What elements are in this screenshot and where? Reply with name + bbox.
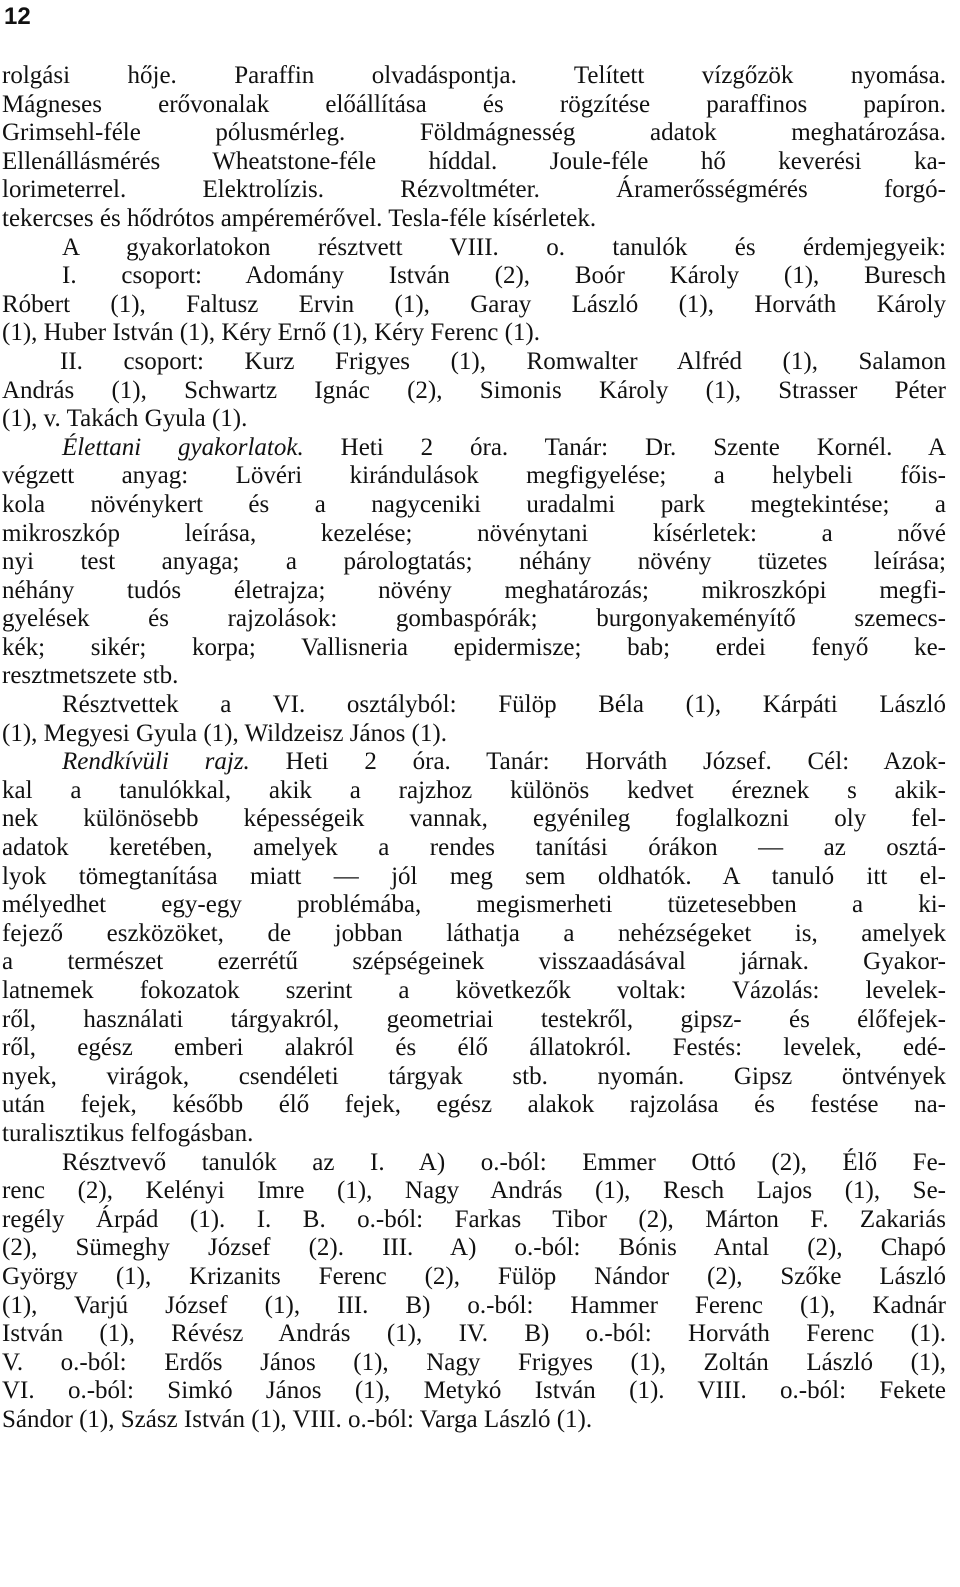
line-text: nyi test anyaga; a párologtatás; néhány növény tüzetes leírása; xyxy=(2,548,946,576)
line-text: kék; sikér; korpa; Vallisneria epidermisze; bab; erdei fenyő ke- xyxy=(2,633,946,661)
line-text: Résztvevő tanulók az I. A) o.-ból: Emmer Ottó (2), Élő Fe- xyxy=(62,1148,946,1176)
line-text: (2), Sümeghy József (2). III. A) o.-ból: Bónis Antal (2), Chapó xyxy=(2,1234,946,1262)
line-text: resztmetszete stb. xyxy=(2,662,179,690)
text-line xyxy=(2,948,946,977)
text-line xyxy=(2,834,946,863)
line-text: ről, egész emberi alakról és élő állatokról. Festés: levelek, edé- xyxy=(2,1034,946,1062)
text-line xyxy=(2,777,946,806)
line-text: adatok keretében, amelyek a rendes tanítási órákon — az osztá- xyxy=(2,834,946,862)
line-text: II. csoport: Kurz Frigyes (1), Romwalter Alfréd (1), Salamon xyxy=(60,347,946,375)
text-line xyxy=(2,1320,946,1349)
line-text: István (1), Révész András (1), IV. B) o.-ból: Horváth Ferenc (1). xyxy=(2,1320,946,1348)
line-text: tekercses és hődrótos ampéremérővel. Tesla-féle kísérletek. xyxy=(2,204,597,232)
line-text: lyok tömegtanítása miatt — jól meg sem oldhatók. A tanuló itt el- xyxy=(2,862,946,890)
line-text: Sándor (1), Szász István (1), VIII. o.-ból: Varga László (1). xyxy=(2,1405,593,1433)
text-line xyxy=(2,1349,946,1378)
line-text: kola növénykert és a nagyceniki uradalmi park megtekintése; a xyxy=(2,490,946,518)
line-text: Heti 2 óra. Tanár: Horváth József. Cél: Azok- xyxy=(249,748,946,776)
line-text: Ellenállásmérés Wheatstone-féle híddal. Joule-féle hő keverési ka- xyxy=(2,147,946,175)
text-line xyxy=(2,977,946,1006)
text-line xyxy=(2,319,946,348)
line-text: György (1), Krizanits Ferenc (2), Fülöp Nándor (2), Szőke László xyxy=(2,1262,946,1290)
section-heading: Rendkívüli rajz. xyxy=(62,748,250,776)
line-text: Grimsehl-féle pólusmérleg. Földmágnesség adatok meghatározása. xyxy=(2,119,946,147)
line-text: kal a tanulókkal, akik a rajzhoz különös kedvet éreznek s akik- xyxy=(2,776,946,804)
text-line xyxy=(2,520,946,549)
text-line xyxy=(2,91,946,120)
text-line xyxy=(2,748,946,777)
line-text: V. o.-ból: Erdős János (1), Nagy Frigyes (1), Zoltán László (1), xyxy=(2,1348,946,1376)
text-line xyxy=(2,491,946,520)
line-text: ről, használati tárgyakról, geometriai testekről, gipsz- és élőfejek- xyxy=(2,1005,946,1033)
line-text: Mágneses erővonalak előállítása és rögzítése paraffinos papíron. xyxy=(2,90,946,118)
text-line xyxy=(2,548,946,577)
line-text: regély Árpád (1). I. B. o.-ból: Farkas Tibor (2), Márton F. Zakariás xyxy=(2,1205,946,1233)
line-text: után fejek, később élő fejek, egész alakok rajzolása és festése na- xyxy=(2,1091,946,1119)
line-text: fejező eszközöket, de jobban láthatja a nehézségeket is, amelyek xyxy=(2,919,946,947)
text-line xyxy=(2,805,946,834)
line-text: rolgási hője. Paraffin olvadáspontja. Telített vízgőzök nyomása. xyxy=(2,62,946,89)
line-text: lorimeterrel. Elektrolízis. Rézvoltméter. Áramerősségmérés forgó- xyxy=(2,176,946,204)
text-line xyxy=(2,148,946,177)
line-text: renc (2), Kelényi Imre (1), Nagy András (1), Resch Lajos (1), Se- xyxy=(2,1177,946,1205)
line-text: néhány tudós életrajza; növény meghatározás; mikroszkópi megfi- xyxy=(2,576,946,604)
text-line xyxy=(2,1091,946,1120)
text-line xyxy=(2,348,946,377)
line-text: A gyakorlatokon résztvett VIII. o. tanulók és érdemjegyeik: xyxy=(62,233,946,261)
text-line xyxy=(2,119,946,148)
section-heading: Élettani gyakorlatok. xyxy=(62,433,304,461)
line-text: nyek, virágok, csendéleti tárgyak stb. nyomán. Gipsz öntvények xyxy=(2,1062,946,1090)
text-line xyxy=(2,291,946,320)
line-text: Róbert (1), Faltusz Ervin (1), Garay László (1), Horváth Károly xyxy=(2,290,946,318)
text-line xyxy=(2,891,946,920)
line-text: András (1), Schwartz Ignác (2), Simonis Károly (1), Strasser Péter xyxy=(2,376,946,404)
text-line xyxy=(2,577,946,606)
text-line xyxy=(2,920,946,949)
line-text: I. csoport: Adomány István (2), Boór Károly (1), Buresch xyxy=(62,262,946,290)
line-text: gyelések és rajzolások: gombaspórák; burgonyakeményítő szemecs- xyxy=(2,605,946,633)
text-line xyxy=(2,62,946,91)
line-text: mikroszkóp leírása, kezelése; növénytani kísérletek: a nővé xyxy=(2,519,946,547)
text-line xyxy=(2,605,946,634)
text-line xyxy=(2,1063,946,1092)
text-line xyxy=(2,377,946,406)
text-line xyxy=(2,1377,946,1406)
line-text: (1), Megyesi Gyula (1), Wildzeisz János (1). xyxy=(2,719,447,747)
text-line xyxy=(2,662,946,691)
line-text: Résztvettek a VI. osztályból: Fülöp Béla (1), Kárpáti László xyxy=(62,691,946,719)
text-line xyxy=(2,405,946,434)
text-line xyxy=(2,234,946,263)
text-line xyxy=(2,1149,946,1178)
body-text xyxy=(2,62,946,1435)
line-text: (1), Huber István (1), Kéry Ernő (1), Kéry Ferenc (1). xyxy=(2,319,540,347)
text-line xyxy=(2,1406,946,1435)
text-line xyxy=(2,1292,946,1321)
text-line xyxy=(2,1206,946,1235)
text-line xyxy=(2,1263,946,1292)
line-text: Heti 2 óra. Tanár: Dr. Szente Kornél. A xyxy=(303,433,946,461)
text-line xyxy=(2,262,946,291)
text-line xyxy=(2,634,946,663)
text-line xyxy=(2,1006,946,1035)
line-text: turalisztikus felfogásban. xyxy=(2,1119,254,1147)
text-line xyxy=(2,205,946,234)
text-line xyxy=(2,1234,946,1263)
text-line xyxy=(2,863,946,892)
text-line xyxy=(2,691,946,720)
line-text: mélyedhet egy-egy problémába, megismerheti tüzetesebben a ki- xyxy=(2,891,946,919)
text-line xyxy=(2,462,946,491)
text-line xyxy=(2,434,946,463)
text-line xyxy=(2,720,946,749)
line-text: nek különösebb képességeik vannak, egyénileg foglalkozni oly fel- xyxy=(2,805,946,833)
text-line xyxy=(2,1177,946,1206)
line-text: végzett anyag: Lövéri kirándulások megfigyelése; a helybeli főis- xyxy=(2,462,946,490)
text-line xyxy=(2,1120,946,1149)
line-text: (1), v. Takách Gyula (1). xyxy=(2,405,248,433)
line-text: VI. o.-ból: Simkó János (1), Metykó István (1). VIII. o.-ból: Fekete xyxy=(2,1377,946,1405)
line-text: latnemek fokozatok szerint a következők voltak: Vázolás: levelek- xyxy=(2,977,946,1004)
page-number: 12 xyxy=(4,3,31,30)
text-line xyxy=(2,1034,946,1063)
text-line xyxy=(2,176,946,205)
line-text: a természet ezerrétű szépségeinek visszaadásával járnak. Gyakor- xyxy=(2,948,946,976)
line-text: (1), Varjú József (1), III. B) o.-ból: Hammer Ferenc (1), Kadnár xyxy=(2,1291,946,1319)
